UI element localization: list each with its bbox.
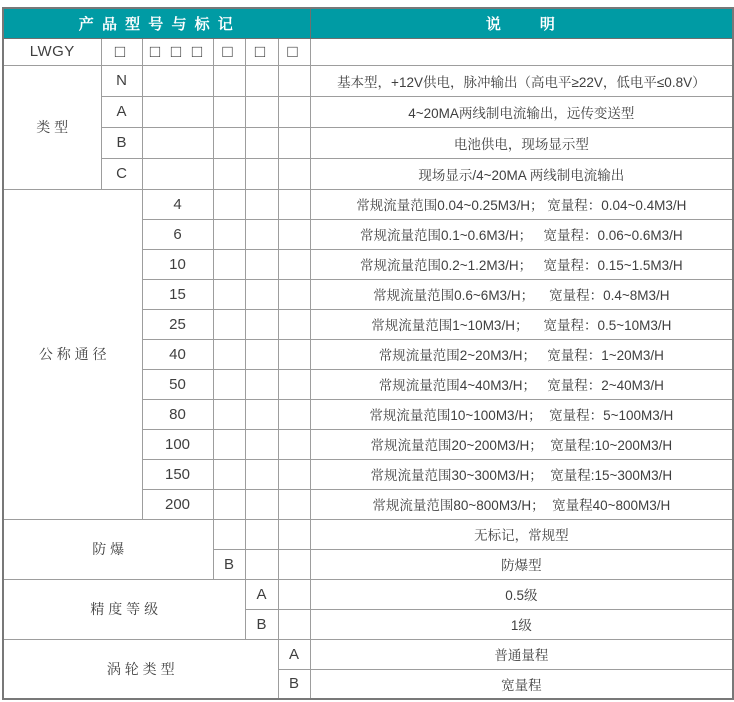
diameter-code: 6 bbox=[142, 219, 213, 249]
type-description: 4~20MA两线制电流输出，远传变送型 bbox=[310, 96, 733, 127]
empty-cell bbox=[213, 65, 245, 96]
type-description: 电池供电，现场显示型 bbox=[310, 127, 733, 158]
type-code-box-icon: □ bbox=[101, 38, 142, 65]
type-code: N bbox=[101, 65, 142, 96]
diameter-code: 25 bbox=[142, 309, 213, 339]
empty-cell bbox=[245, 127, 278, 158]
accuracy-code-box-icon: □ bbox=[245, 38, 278, 65]
diameter-description: 常规流量范围4~40M3/H； 宽量程：2~40M3/H bbox=[310, 369, 733, 399]
empty-cell bbox=[278, 609, 310, 639]
header-description: 说 明 bbox=[310, 8, 733, 38]
empty-cell bbox=[278, 339, 310, 369]
header-model-marking: 产 品 型 号 与 标 记 bbox=[3, 8, 310, 38]
section-label-diameter: 公 称 通 径 bbox=[3, 189, 142, 519]
explosion-code: B bbox=[213, 549, 245, 579]
empty-cell bbox=[142, 127, 213, 158]
empty-cell bbox=[245, 158, 278, 189]
empty-cell bbox=[245, 489, 278, 519]
table-row bbox=[3, 639, 733, 669]
type-description: 基本型，+12V供电，脉冲输出（高电平≥22V，低电平≤0.8V） bbox=[310, 65, 733, 96]
empty-cell bbox=[278, 249, 310, 279]
section-label-type: 类 型 bbox=[3, 65, 101, 189]
empty-cell bbox=[278, 429, 310, 459]
diameter-description: 常规流量范围1~10M3/H； 宽量程：0.5~10M3/H bbox=[310, 309, 733, 339]
empty-cell bbox=[245, 369, 278, 399]
section-label-accuracy: 精 度 等 级 bbox=[3, 579, 245, 639]
empty-cell bbox=[245, 96, 278, 127]
empty-cell bbox=[278, 399, 310, 429]
diameter-description: 常规流量范围80~800M3/H； 宽量程40~800M3/H bbox=[310, 489, 733, 519]
product-model-table bbox=[2, 7, 734, 700]
diameter-description: 常规流量范围0.6~6M3/H； 宽量程：0.4~8M3/H bbox=[310, 279, 733, 309]
diameter-code: 200 bbox=[142, 489, 213, 519]
diameter-description: 常规流量范围20~200M3/H； 宽量程:10~200M3/H bbox=[310, 429, 733, 459]
empty-cell bbox=[213, 489, 245, 519]
table-row bbox=[3, 96, 733, 127]
empty-cell bbox=[213, 279, 245, 309]
empty-cell bbox=[278, 158, 310, 189]
type-description: 现场显示/4~20MA 两线制电流输出 bbox=[310, 158, 733, 189]
explosion-description: 防爆型 bbox=[310, 549, 733, 579]
diameter-description: 常规流量范围0.1~0.6M3/H； 宽量程：0.06~0.6M3/H bbox=[310, 219, 733, 249]
turbine-description: 宽量程 bbox=[310, 669, 733, 699]
type-code: B bbox=[101, 127, 142, 158]
empty-cell bbox=[245, 459, 278, 489]
empty-description-cell bbox=[310, 38, 733, 65]
type-code: A bbox=[101, 96, 142, 127]
empty-cell bbox=[278, 549, 310, 579]
empty-cell bbox=[213, 399, 245, 429]
diameter-code: 4 bbox=[142, 189, 213, 219]
diameter-description: 常规流量范围10~100M3/H； 宽量程：5~100M3/H bbox=[310, 399, 733, 429]
empty-cell bbox=[245, 249, 278, 279]
empty-cell bbox=[278, 519, 310, 549]
empty-cell bbox=[278, 65, 310, 96]
empty-cell bbox=[278, 369, 310, 399]
diameter-code: 10 bbox=[142, 249, 213, 279]
empty-cell bbox=[245, 399, 278, 429]
empty-cell bbox=[213, 189, 245, 219]
table-row bbox=[3, 189, 733, 219]
empty-cell bbox=[278, 189, 310, 219]
turbine-code-box-icon: □ bbox=[278, 38, 310, 65]
section-label-explosion-proof: 防 爆 bbox=[3, 519, 213, 579]
empty-cell bbox=[213, 219, 245, 249]
empty-cell bbox=[245, 189, 278, 219]
accuracy-description: 0.5级 bbox=[310, 579, 733, 609]
table-row bbox=[3, 519, 733, 549]
turbine-code: A bbox=[278, 639, 310, 669]
diameter-code: 15 bbox=[142, 279, 213, 309]
empty-cell bbox=[245, 549, 278, 579]
empty-cell bbox=[213, 459, 245, 489]
empty-cell bbox=[245, 309, 278, 339]
empty-cell bbox=[278, 579, 310, 609]
diameter-code: 100 bbox=[142, 429, 213, 459]
empty-cell bbox=[278, 219, 310, 249]
empty-cell bbox=[213, 96, 245, 127]
explosion-description: 无标记，常规型 bbox=[310, 519, 733, 549]
type-code: C bbox=[101, 158, 142, 189]
table-header-row bbox=[3, 8, 733, 38]
empty-cell bbox=[213, 127, 245, 158]
model-code-row bbox=[3, 38, 733, 65]
empty-cell bbox=[245, 279, 278, 309]
turbine-description: 普通量程 bbox=[310, 639, 733, 669]
diameter-description: 常规流量范围0.04~0.25M3/H； 宽量程：0.04~0.4M3/H bbox=[310, 189, 733, 219]
diameter-code-boxes-icon: □ □ □ bbox=[142, 38, 213, 65]
diameter-description: 常规流量范围30~300M3/H； 宽量程:15~300M3/H bbox=[310, 459, 733, 489]
empty-cell bbox=[245, 339, 278, 369]
accuracy-code: B bbox=[245, 609, 278, 639]
turbine-code: B bbox=[278, 669, 310, 699]
empty-cell bbox=[245, 65, 278, 96]
table-row bbox=[3, 158, 733, 189]
empty-cell bbox=[278, 309, 310, 339]
empty-cell bbox=[213, 369, 245, 399]
table-row bbox=[3, 579, 733, 609]
table-row bbox=[3, 65, 733, 96]
table-row bbox=[3, 127, 733, 158]
empty-cell bbox=[278, 279, 310, 309]
empty-cell bbox=[213, 309, 245, 339]
empty-cell bbox=[278, 459, 310, 489]
empty-cell bbox=[213, 339, 245, 369]
empty-cell bbox=[142, 96, 213, 127]
empty-cell bbox=[278, 489, 310, 519]
empty-cell bbox=[245, 429, 278, 459]
diameter-code: 80 bbox=[142, 399, 213, 429]
accuracy-code: A bbox=[245, 579, 278, 609]
diameter-description: 常规流量范围0.2~1.2M3/H； 宽量程：0.15~1.5M3/H bbox=[310, 249, 733, 279]
accuracy-description: 1级 bbox=[310, 609, 733, 639]
empty-cell bbox=[245, 519, 278, 549]
diameter-code: 150 bbox=[142, 459, 213, 489]
empty-cell bbox=[278, 96, 310, 127]
empty-cell bbox=[142, 158, 213, 189]
empty-cell bbox=[213, 158, 245, 189]
diameter-code: 40 bbox=[142, 339, 213, 369]
explosion-code-box-icon: □ bbox=[213, 38, 245, 65]
diameter-code: 50 bbox=[142, 369, 213, 399]
section-label-turbine-type: 涡 轮 类 型 bbox=[3, 639, 278, 699]
empty-cell bbox=[278, 127, 310, 158]
diameter-description: 常规流量范围2~20M3/H； 宽量程：1~20M3/H bbox=[310, 339, 733, 369]
model-name: LWGY bbox=[3, 38, 101, 65]
empty-cell bbox=[213, 249, 245, 279]
empty-cell bbox=[213, 429, 245, 459]
explosion-code bbox=[213, 519, 245, 549]
empty-cell bbox=[245, 219, 278, 249]
empty-cell bbox=[142, 65, 213, 96]
